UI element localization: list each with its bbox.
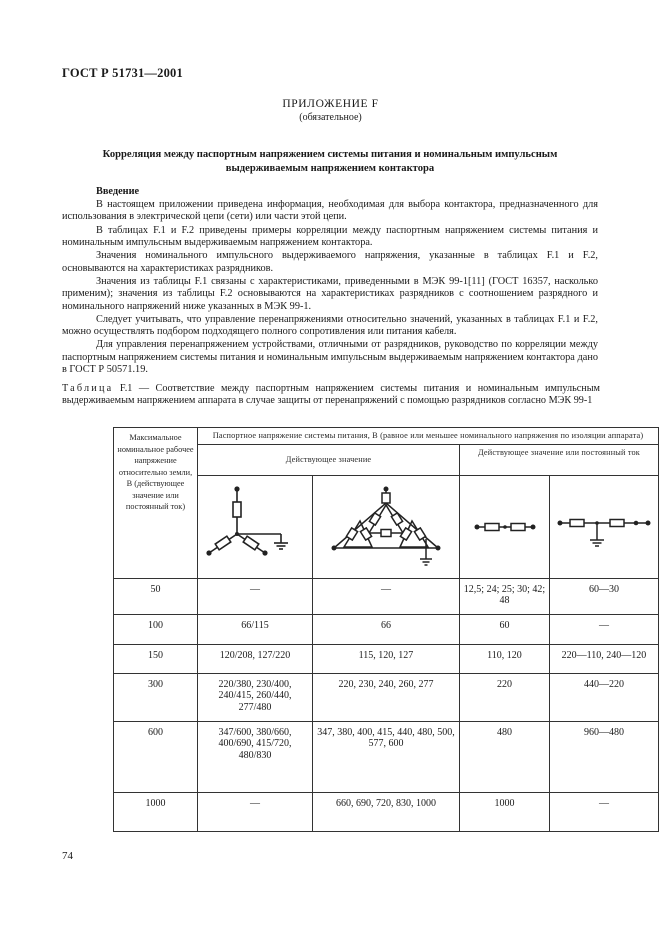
cell-acdc-two-wire: 110, 120 — [460, 644, 550, 673]
table-caption — [62, 383, 600, 408]
document-title — [80, 148, 580, 176]
cell-ac-delta: 660, 690, 720, 830, 1000 — [313, 792, 460, 831]
cell-voltage: 1000 — [114, 792, 198, 831]
diagram-midpoint-cell — [550, 475, 659, 578]
document-code: ГОСТ Р 51731—2001 — [62, 66, 183, 80]
cell-acdc-three-wire: 60—30 — [550, 578, 659, 614]
cell-ac-star: 66/115 — [198, 614, 313, 644]
cell-acdc-three-wire: — — [550, 614, 659, 644]
cell-acdc-two-wire: 60 — [460, 614, 550, 644]
intro-heading: Введение — [96, 186, 140, 197]
col-header-group: Паспортное напряжение системы питания, В (равное или меньшее номинального напряжения по изоляции аппарата) — [198, 428, 659, 445]
cell-acdc-two-wire: 220 — [460, 673, 550, 721]
paragraph: Следует учитывать, что управление перенапряжениями относительно значений, указанных в таблицах F.1 и F.2, можно осуществлять подбором подходящего полного сопротивления или питания кабеля. — [62, 313, 598, 338]
table-row — [114, 792, 659, 831]
three-phase-delta-diagram — [316, 477, 456, 577]
three-wire-midpoint-diagram — [552, 477, 656, 577]
three-phase-star-diagram — [201, 477, 309, 577]
table-caption-text: F.1 — Соответствие между паспортным напряжением системы питания и номинальным импульсным выдерживаемым напряжением аппарата в случае защиты от перенапряжений с помощью разрядников согласно МЭК 99-1 — [62, 383, 600, 407]
paragraph: Для управления перенапряжением устройствами, отличными от разрядников, руководство по корреляции между паспортным напряжением системы питания и номинальным импульсным выдерживаемым напряжением контактора дано в ГОСТ Р 50571.19. — [62, 339, 598, 376]
table-row — [114, 644, 659, 673]
diagram-star-cell — [198, 475, 313, 578]
cell-ac-delta: 66 — [313, 614, 460, 644]
appendix-status: (обязательное) — [299, 112, 362, 123]
cell-ac-delta: 347, 380, 400, 415, 440, 480, 500, 577, 600 — [313, 721, 460, 792]
cell-ac-star: 347/600, 380/660, 400/690, 415/720, 480/830 — [198, 721, 313, 792]
body-text — [62, 199, 598, 377]
cell-ac-star: 120/208, 127/220 — [198, 644, 313, 673]
voltage-table — [113, 427, 659, 832]
table-row — [114, 673, 659, 721]
cell-voltage: 300 — [114, 673, 198, 721]
table-row — [114, 578, 659, 614]
cell-voltage: 100 — [114, 614, 198, 644]
col-header-ac: Действующее значение — [198, 444, 460, 475]
cell-ac-delta: — — [313, 578, 460, 614]
document-title-line2: выдерживаемым напряжением контактора — [225, 163, 435, 174]
paragraph: В настоящем приложении приведена информация, необходимая для выбора контактора, предназначенного для использования в электрической цепи (сети) или части этой цепи. — [62, 199, 598, 223]
cell-acdc-two-wire: 12,5; 24; 25; 30; 42; 48 — [460, 578, 550, 614]
appendix-title: ПРИЛОЖЕНИЕ F — [282, 98, 379, 110]
cell-ac-star: — — [198, 792, 313, 831]
cell-voltage: 600 — [114, 721, 198, 792]
two-wire-diagram — [465, 477, 545, 577]
col-header-max-voltage: Максимальное номинальное рабочее напряжение относительно земли, В (действующее значение или постоянный ток) — [114, 428, 198, 579]
cell-acdc-three-wire: 220—110, 240—120 — [550, 644, 659, 673]
cell-voltage: 50 — [114, 578, 198, 614]
table-row — [114, 721, 659, 792]
cell-acdc-three-wire: 440—220 — [550, 673, 659, 721]
paragraph: Значения из таблицы F.1 связаны с характеристиками, приведенными в МЭК 99-1[11] (ГОСТ 16357, насколько применим); значения из таблицы F.2 основываются на характеристиках разрядников с соотношением разрядного и номинального напряжений ниже указанных в МЭК 99-1. — [62, 275, 598, 312]
table-row — [114, 614, 659, 644]
cell-acdc-two-wire: 1000 — [460, 792, 550, 831]
col-header-ac-dc: Действующее значение или постоянный ток — [460, 444, 659, 475]
diagram-single-phase-cell — [460, 475, 550, 578]
diagram-delta-cell — [313, 475, 460, 578]
cell-acdc-three-wire: — — [550, 792, 659, 831]
cell-ac-star: 220/380, 230/400, 240/415, 260/440, 277/480 — [198, 673, 313, 721]
cell-ac-star: — — [198, 578, 313, 614]
document-title-line1: Корреляция между паспортным напряжением системы питания и номинальным импульсным — [102, 149, 558, 160]
table-caption-prefix: Таблица — [62, 383, 114, 394]
cell-ac-delta: 220, 230, 240, 260, 277 — [313, 673, 460, 721]
cell-acdc-three-wire: 960—480 — [550, 721, 659, 792]
cell-ac-delta: 115, 120, 127 — [313, 644, 460, 673]
cell-voltage: 150 — [114, 644, 198, 673]
paragraph: В таблицах F.1 и F.2 приведены примеры корреляции между паспортным напряжением системы питания и номинальным импульсным выдерживаемым напряжением контактора. — [62, 224, 598, 249]
page-number: 74 — [62, 850, 73, 862]
paragraph: Значения номинального импульсного выдерживаемого напряжения, указанные в таблицах F.1 и F.2, основываются на характеристиках разрядников. — [62, 250, 598, 274]
cell-acdc-two-wire: 480 — [460, 721, 550, 792]
